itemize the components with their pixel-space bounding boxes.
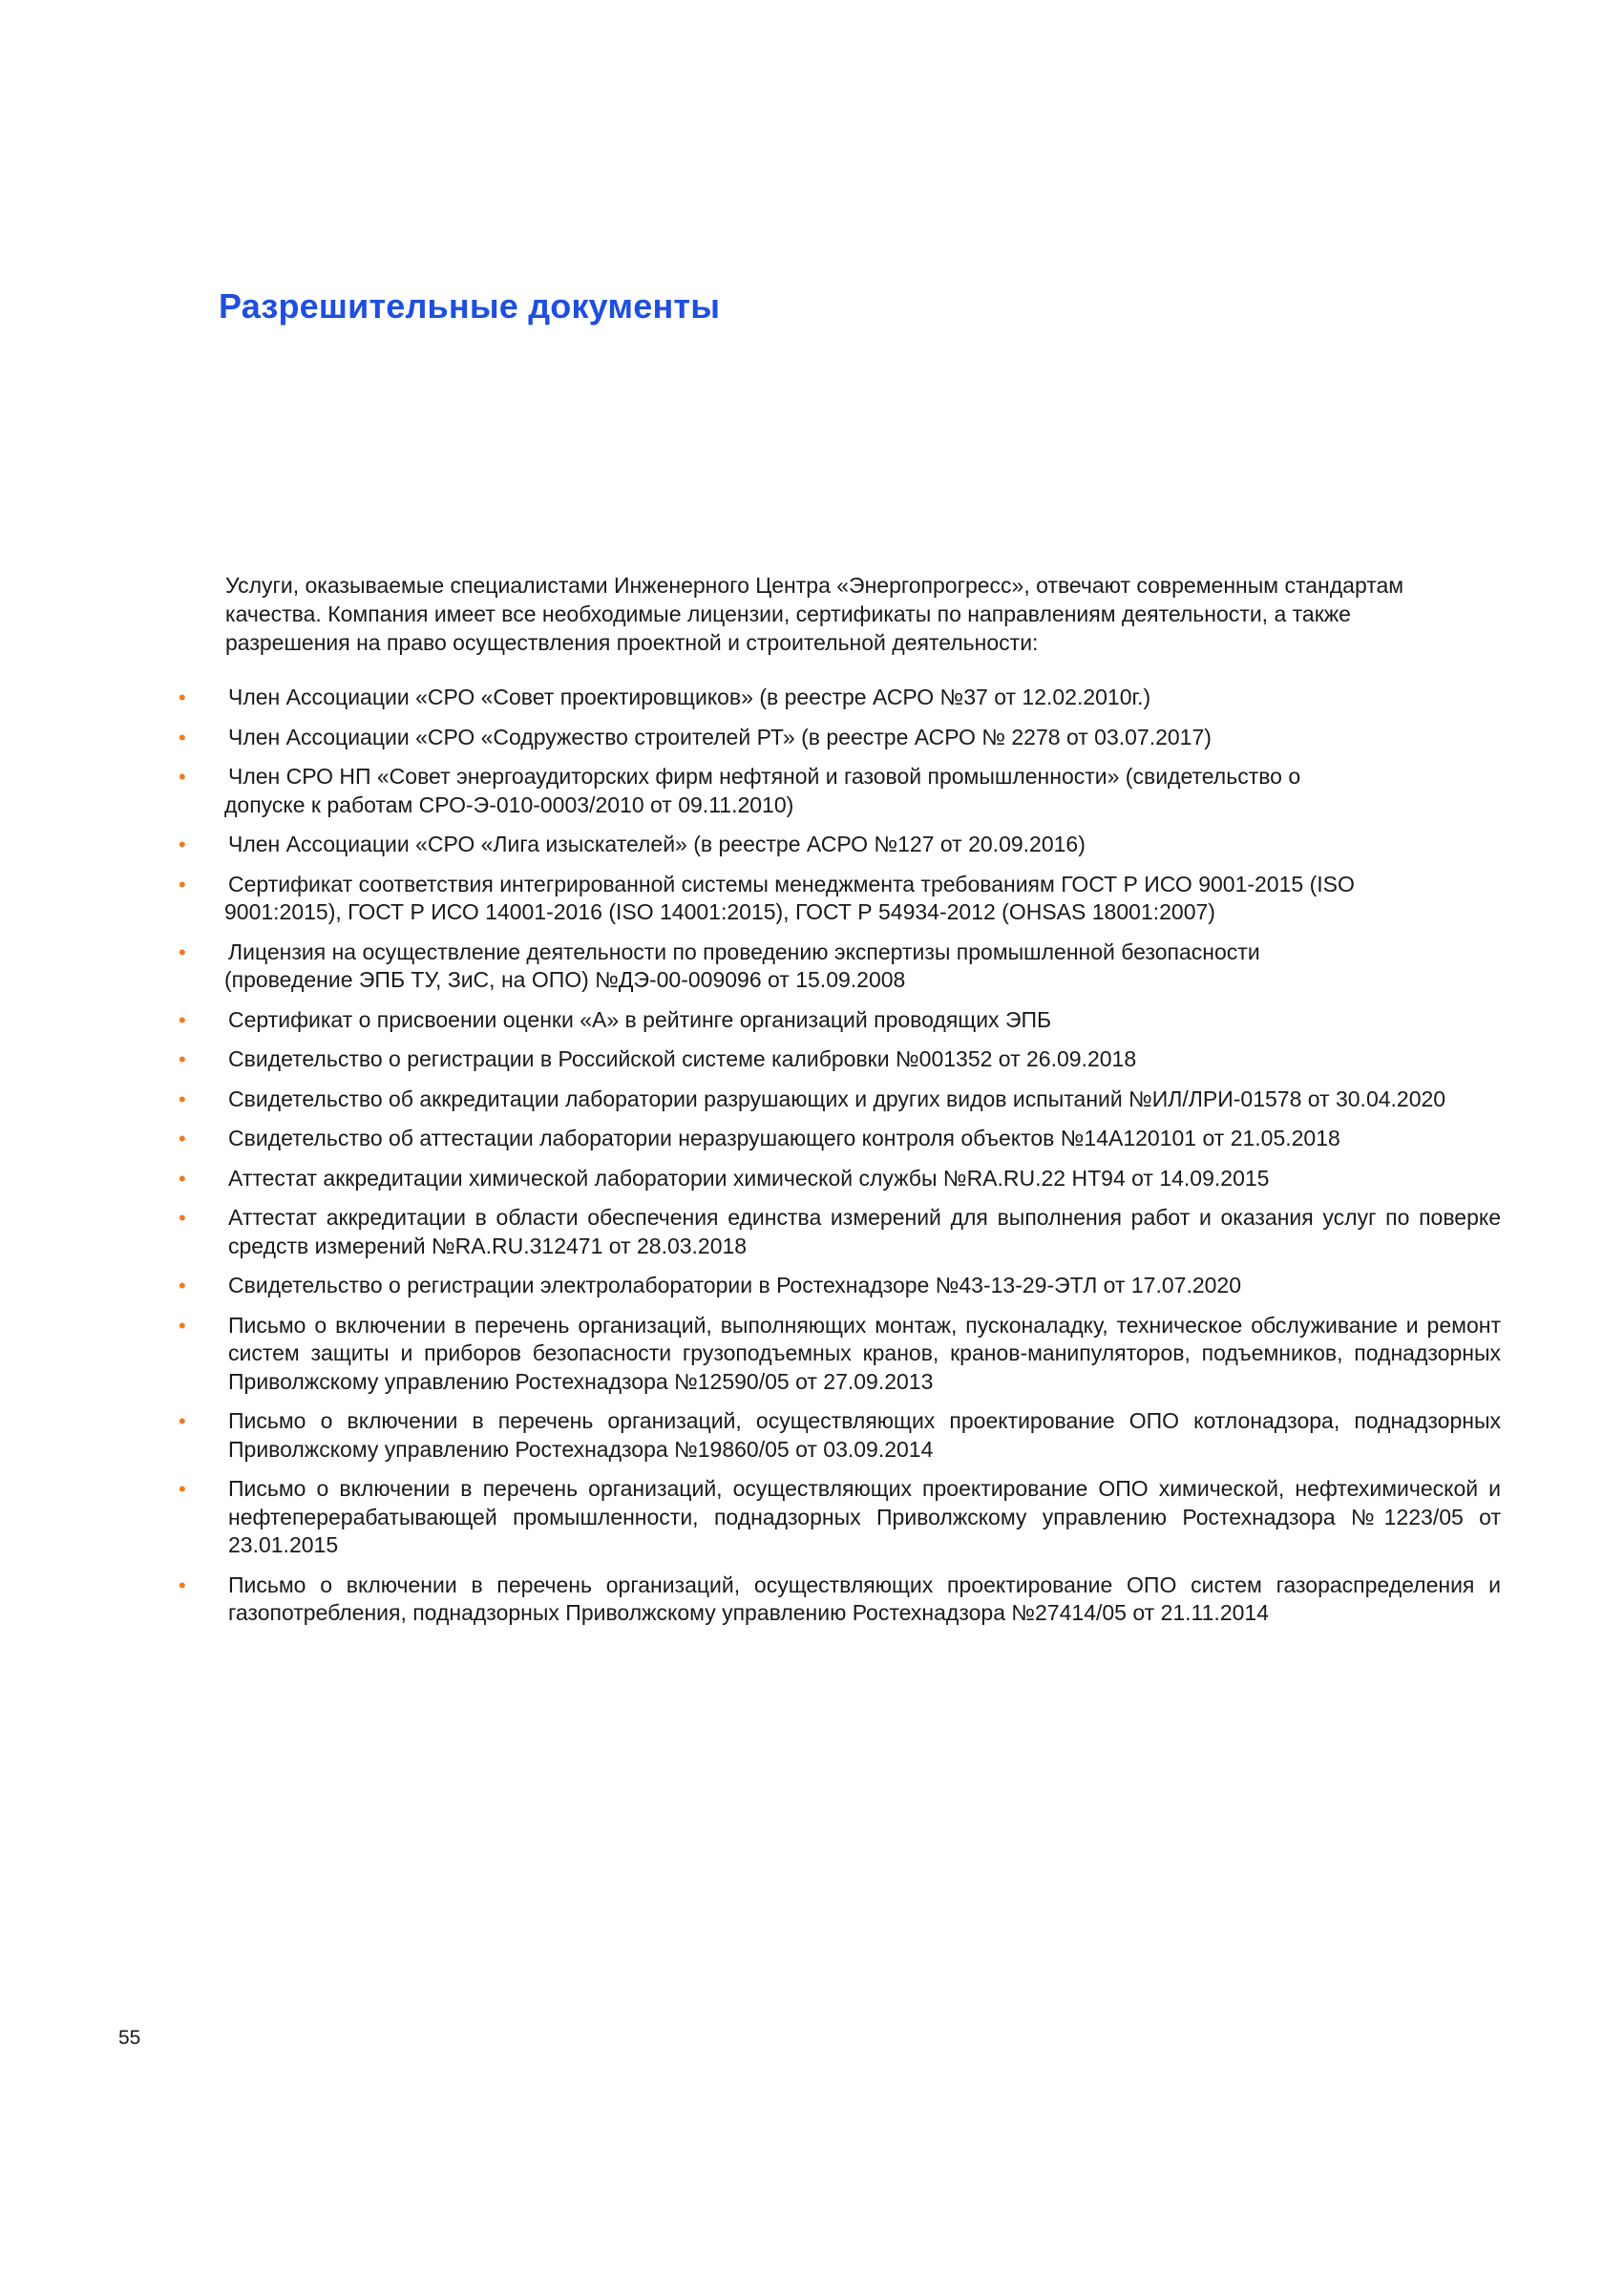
list-item: [179, 1086, 1501, 1114]
bullet-icon: •: [179, 1206, 186, 1230]
bullet-icon: •: [179, 1086, 186, 1111]
bullet-icon: •: [179, 1572, 186, 1597]
list-item: [179, 1272, 1501, 1300]
list-item-text: Письмо о включении в перечень организаций, осуществляющих проектирование ОПО химической, нефтехимической и нефтеперерабатывающей промышленности, поднадзорных Приволжскому управлению Ростехнадзора №1223/05 от 23.01.2015: [228, 1476, 1501, 1557]
list-item-text: Свидетельство о регистрации в Российской системе калибровки №001352 от 26.09.2018: [228, 1046, 1137, 1071]
list-item: [179, 1312, 1501, 1397]
list-item: [179, 763, 1501, 819]
list-item: [179, 684, 1501, 712]
bullet-icon: •: [179, 765, 186, 789]
list-item-text: Сертификат о присвоении оценки «А» в рейтинге организаций проводящих ЭПБ: [228, 1006, 1052, 1032]
page-number: 55: [118, 2027, 141, 2049]
bullet-icon: •: [179, 1274, 186, 1297]
list-item-text: Свидетельство о регистрации электролаборатории в Ростехнадзоре №43-13-29-ЭТЛ от 17.07.2020: [228, 1273, 1241, 1297]
intro-paragraph: Услуги, оказываемые специалистами Инженерного Центра «Энергопрогресс», отвечают современным стандартам качества. Компания имеет все необходимые лицензии, сертификаты по направлениям деятельности, а также разрешения на право осуществления проектной и строительной деятельности:: [225, 573, 1404, 655]
list-item: [179, 1165, 1501, 1193]
list-item: [179, 1045, 1501, 1074]
bullet-icon: •: [179, 872, 186, 896]
bullet-icon: •: [179, 1007, 186, 1032]
list-item-text: Письмо о включении в перечень организаций, осуществляющих проектирование ОПО котлонадзора, поднадзорных Приволжскому управлению Ростехнадзора №19860/05 от 03.09.2014: [228, 1408, 1501, 1462]
list-item: [179, 1006, 1501, 1035]
bullet-icon: •: [179, 939, 186, 964]
list-item-text: Член СРО НП «Совет энергоаудиторских фирм нефтяной и газовой промышленности» (свидетельство о допуске к работам СРО-Э-010-0003/2010 от 09.11.2010): [224, 764, 1301, 817]
list-item: [179, 1125, 1501, 1153]
list-item-text: Лицензия на осуществление деятельности по проведению экспертизы промышленной безопасности (проведение ЭПБ ТУ, ЗиС, на ОПО) №ДЭ-00-009096 от 15.09.2008: [224, 939, 1260, 992]
list-item-text: Аттестат аккредитации в области обеспечения единства измерений для выполнения работ и оказания услуг по поверке средств измерений №RA.RU.312471 от 28.03.2018: [228, 1205, 1501, 1258]
bullet-icon: •: [179, 1047, 186, 1071]
list-item: [179, 1475, 1501, 1560]
list-item-text: Письмо о включении в перечень организаций, выполняющих монтаж, пусконаладку, техническое обслуживание и ремонт систем защиты и приборов безопасности грузоподъемных кранов, кранов-манипуляторов, подъемников, поднадзорных Приволжскому управлению Ростехнадзора №12590/05 от 27.09.2013: [228, 1312, 1501, 1394]
bullet-icon: •: [179, 1477, 186, 1501]
list-item-text: Член Ассоциации «СРО «Содружество строителей РТ» (в реестре АСРО № 2278 от 03.07.2017): [228, 724, 1212, 749]
list-item: [179, 1204, 1501, 1260]
list-item: [179, 871, 1501, 927]
list-item-text: Письмо о включении в перечень организаций, осуществляющих проектирование ОПО систем газораспределения и газопотребления, поднадзорных Приволжскому управлению Ростехнадзора №27414/05 от 21.11.2014: [228, 1571, 1501, 1625]
list-item-text: Аттестат аккредитации химической лаборатории химической службы №RA.RU.22 НТ94 от 14.09.2015: [228, 1165, 1270, 1191]
list-item: [179, 724, 1501, 752]
list-item-text: Сертификат соответствия интегрированной системы менеджмента требованиям ГОСТ Р ИСО 9001-2015 (ISO 9001:2015), ГОСТ Р ИСО 14001-2016 (ISO 14001:2015), ГОСТ Р 54934-2012 (OHSAS 18001:2007): [224, 871, 1355, 924]
list-item: [179, 1571, 1501, 1628]
permit-documents-list: [179, 684, 1501, 1628]
list-item-text: Член Ассоциации «СРО «Лига изыскателей» (в реестре АСРО №127 от 20.09.2016): [228, 832, 1086, 856]
bullet-icon: •: [179, 1166, 186, 1191]
list-item: [179, 831, 1501, 859]
bullet-icon: •: [179, 833, 186, 856]
page-title: Разрешительные документы: [219, 286, 721, 326]
bullet-icon: •: [179, 1127, 186, 1150]
list-item: [179, 1407, 1501, 1464]
list-item-text: Свидетельство об аттестации лаборатории неразрушающего контроля объектов №14А120101 от 21.05.2018: [228, 1126, 1340, 1150]
bullet-icon: •: [179, 686, 186, 709]
list-item-text: Член Ассоциации «СРО «Совет проектировщиков» (в реестре АСРО №37 от 12.02.2010г.): [228, 685, 1151, 709]
list-item-text: Свидетельство об аккредитации лаборатории разрушающих и других видов испытаний №ИЛ/ЛРИ-01578 от 30.04.2020: [228, 1086, 1446, 1111]
bullet-icon: •: [179, 1409, 186, 1433]
list-item: [179, 939, 1501, 995]
bullet-icon: •: [179, 725, 186, 749]
bullet-icon: •: [179, 1313, 186, 1338]
